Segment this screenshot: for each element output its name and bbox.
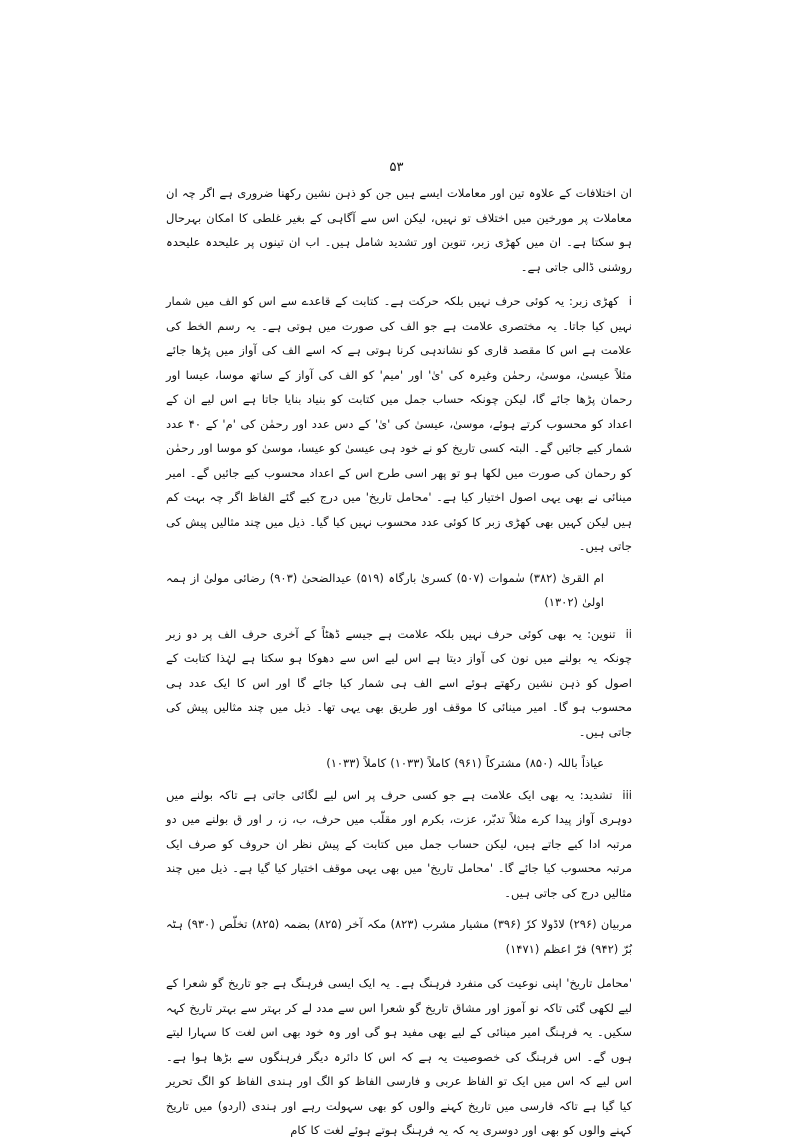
section-marker: iii [622,787,632,802]
spacer [166,279,632,289]
spacer [166,744,632,751]
section-body: کھڑی زبر: یہ کوئی حرف نہیں بلکہ حرکت ہے۔ کتابت کے قاعدے سے اس کو الف میں شمار نہیں کیا جاتا۔ یہ مختصری علامت ہے جو الف کی صورت میں ہوتی ہے۔ یہ رسم الخط کی علامت ہے اس کا مقصد قاری کو نشاندہی کرنا ہوتی ہے کہ اسے الف کی آواز میں پڑھا جائے مثلاً عیسیٰ، موسیٰ، رحمٰن وغیرہ کی 'یٰ' اور 'میم' کو الف کی آواز کے ساتھ موسا، عیسا اور رحمان پڑھا جائے گا، لیکن چونکہ حساب جمل میں کتابت کو بنیاد بنایا جاتا ہے اس لیے ان کے اعداد کو محسوب کرتے ہوئے، موسیٰ، عیسیٰ کی 'یٰ' کے دس عدد اور رحمٰن کی 'م' کے ۴۰ عدد شمار کیے جائیں گے۔ البتہ کسی تاریخ کو نے خود ہی عیسیٰ کو عیسا، موسیٰ کو موسا اور رحمٰن کو رحمان کی صورت میں لکھا ہو تو پھر اسی طرح اس کے اعداد محسوب کیے جائیں گے۔ امیر مینائی نے بھی یہی اصول اختیار کیا ہے۔ 'محامل تاریخ' میں درج کیے گئے الفاظ اگر چہ بہت کم ہیں لیکن کہیں بھی کھڑی زبر کا کوئی عدد محسوب نہیں کیا گیا۔ ذیل میں چند مثالیں پیش کی جاتی ہیں۔ [166,294,632,553]
spacer [166,776,632,783]
section-body: تشدید: یہ بھی ایک علامت ہے جو کسی حرف پر اس لیے لگائی جاتی ہے تاکہ بولنے میں دوہری آواز پیدا کرے مثلاً تدبّر، عزت، بکرم اور مقلّب میں حرف، ب، ز، ر اور ق بولنے میں دو مرتبہ ادا کیے جاتے ہیں، لیکن حساب جمل میں کتابت کے پیش نظر ان حروف کو صرف ایک مرتبہ محسوب کیا جائے گا۔ 'محامل تاریخ' میں بھی یہی موقف اختیار کیا گیا ہے۔ ذیل میں چند مثالیں درج کی جاتی ہیں۔ [166,787,632,900]
section-example: مربیان (۲۹۶) لاڈولا کرٗ (۳۹۶) مشیار مشرب (۸۲۳) مکہ آخر (۸۲۵) بضمہ (۸۲۵) تخلّص (۹۳۰) ہٹہ بُرّ (۹۴۲) فرّ اعظم (۱۴۷۱) [166,917,632,956]
page-number: ۵۳ [389,160,404,175]
spacer [166,559,632,566]
section-body: تنوین: یہ بھی کوئی حرف نہیں بلکہ علامت ہے جیسے ڈھٹاً کے آخری حرف الف پر دو زبر چونکہ یہ بولنے میں نون کی آواز دیتا ہے اس لیے اس سے دھوکا ہو سکتا ہے لہٰذا کتابت کے اصول کو ذہن نشین رکھتے ہوئے اسے الف ہی شمار کیا جائے گا اور اس کا ایک عدد ہی محسوب ہو گا۔ امیر مینائی کا موقف اور طریق بھی یہی تھا۔ ذیل میں چند مثالیں پیش کی جاتی ہیں۔ [166,626,632,739]
closing-paragraph: 'محامل تاریخ' اپنی نوعیت کی منفرد فرہنگ ہے۔ یہ ایک ایسی فرہنگ ہے جو تاریخ گو شعرا کے لیے لکھی گئی تاکہ نو آموز اور مشاق تاریخ گو شعرا اس سے مدد لے کر بہتر سے بہتر تاریخ کہہ سکیں۔ یہ فرہنگ امیر مینائی کے لیے بھی مفید ہو گی اور وہ خود بھی اس لغت کا سہارا لیتے ہوں گے۔ اس فرہنگ کی خصوصیت یہ ہے کہ اس کا دائرہ دیگر فرہنگوں سے بڑھا ہوا ہے۔ اس لیے کہ اس میں ایک تو الفاظ عربی و فارسی الفاظ کو الگ اور ہندی الفاظ کو الگ تحریر کیا گیا ہے تاکہ فارسی میں تاریخ کہنے والوں کو بھی سہولت رہے اور ہندی (اردو) میں تاریخ کہنے والوں کو بھی اور دوسری یہ کہ یہ فرہنگ ہوتے ہوئے لغت کا کام [166,976,632,1137]
section-marker: ii [625,626,632,641]
spacer [166,615,632,622]
spacer [166,961,632,971]
section-tashdeed [166,783,632,906]
page-body [166,181,632,1143]
intro-paragraph: ان اختلافات کے علاوہ تین اور معاملات ایسے ہیں جن کو ذہن نشین رکھنا ضروری ہے اگر چہ ان معاملات پر مورخین میں اختلاف تو نہیں، لیکن اس سے آگاہی کے بغیر غلطی کا امکان بہرحال ہو سکتا ہے۔ ان میں کھڑی زبر، تنوین اور تشدید شامل ہیں۔ اب ان تینوں پر علیحدہ علیحدہ روشنی ڈالی جاتی ہے۔ [166,186,632,274]
spacer [166,905,632,912]
section-marker: i [628,294,632,308]
section-example: عیاذاً باللہ (۸۵۰) مشترکاً (۹۶۱) کاملاً (۱۰۳۳) کاملاً (۱۰۳۳) [326,756,604,770]
section-example: ام القریٰ (۳۸۲) سٰموات (۵۰۷) کسریٰ بارگاہ (۵۱۹) عیدالضحیٰ (۹۰۳) رضائی مولیٰ از ہمہ اولیٰ (۱۳۰۲) [166,570,605,609]
section-kharri-zabar [166,289,632,559]
section-tanween [166,622,632,745]
